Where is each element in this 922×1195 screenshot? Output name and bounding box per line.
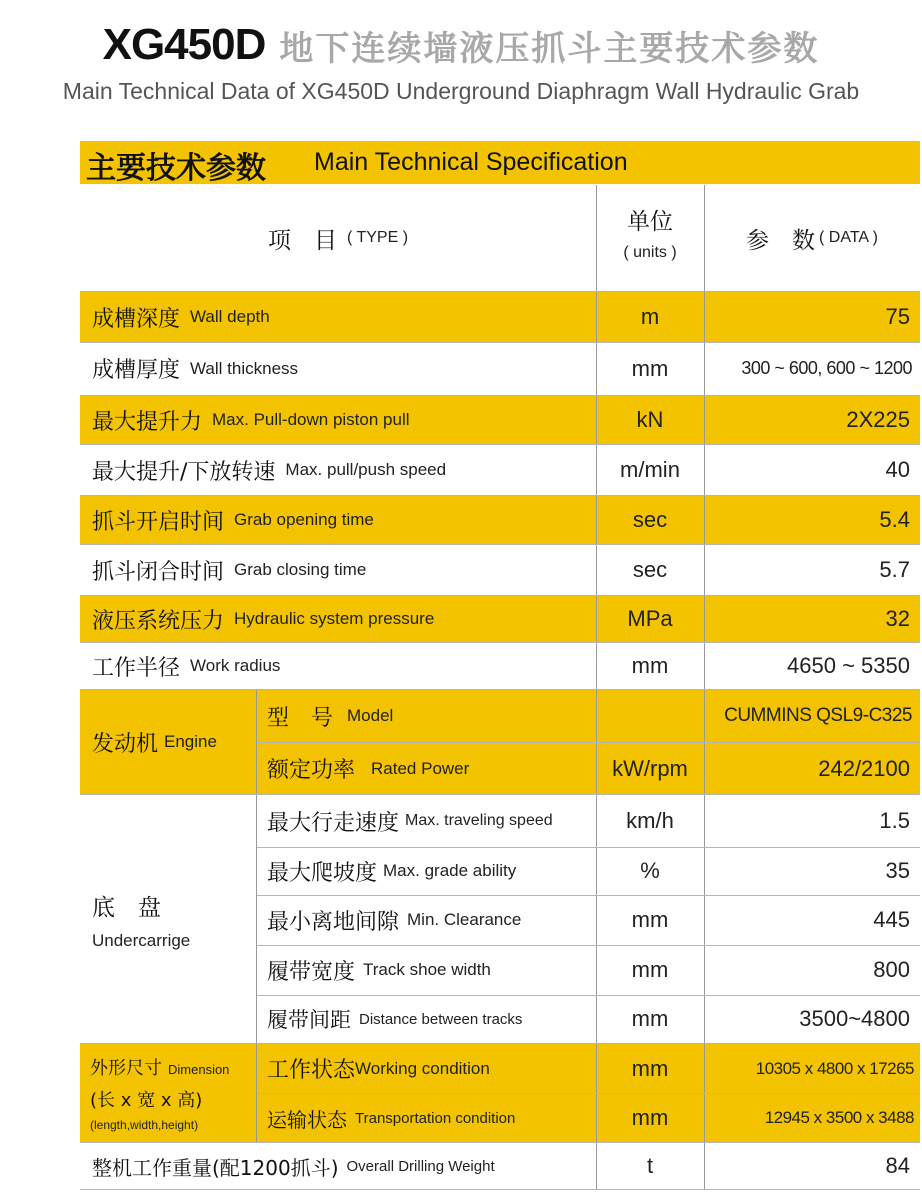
column-header-type: 项 目 ( TYPE ): [267, 227, 409, 254]
row-unit: MPa: [596, 596, 704, 642]
grid-line: [80, 1142, 920, 1143]
grid-line: [704, 185, 705, 1189]
row-value: CUMMINS QSL9-C325: [704, 690, 920, 742]
grid-line: [257, 1093, 920, 1094]
row-unit: kW/rpm: [596, 743, 704, 794]
row-label: 最小离地间隙 Min. Clearance: [267, 909, 522, 935]
row-unit: mm: [631, 957, 669, 982]
row-unit: m/min: [620, 457, 680, 482]
row-value: 300 ~ 600, 600 ~ 1200: [741, 358, 912, 378]
grid-line: [80, 595, 920, 596]
grid-line: [80, 1189, 920, 1190]
row-label: 抓斗闭合时间 Grab closing time: [92, 559, 367, 585]
grid-line: [80, 444, 920, 445]
grid-line: [257, 895, 920, 896]
row-label: 液压系统压力 Hydraulic system pressure: [80, 596, 596, 642]
row-value: 40: [885, 457, 910, 482]
grid-line: [80, 342, 920, 343]
spec-header-cn: 主要技术参数: [86, 151, 266, 186]
title-model: XG450D: [102, 20, 266, 69]
row-value: 800: [873, 957, 910, 982]
spec-header-en: Main Technical Specification: [314, 148, 628, 176]
grid-line: [80, 395, 920, 396]
grid-line: [256, 690, 257, 1142]
row-unit: kN: [596, 396, 704, 444]
row-label: 整机工作重量(配1200抓斗) Overall Drilling Weight: [92, 1155, 495, 1180]
row-label: 工作状态 Working condition: [257, 1044, 596, 1093]
row-unit: sec: [632, 557, 668, 582]
row-value: 10305 x 4800 x 17265: [704, 1044, 920, 1093]
row-value: 84: [885, 1153, 910, 1178]
row-label: 最大提升/下放转速 Max. pull/push speed: [92, 459, 447, 485]
column-header-data: 参 数 ( DATA ): [746, 227, 878, 254]
grid-line: [257, 945, 920, 946]
title-chinese: 地下连续墙液压抓斗主要技术参数: [279, 28, 820, 69]
row-value: 445: [873, 907, 910, 932]
grid-line: [80, 689, 920, 690]
grid-line: [80, 544, 920, 545]
grid-line: [80, 495, 920, 496]
row-value: 12945 x 3500 x 3488: [704, 1094, 920, 1142]
row-label: 成槽深度 Wall depth: [80, 292, 596, 342]
row-unit: mm: [631, 907, 669, 932]
row-unit: %: [640, 858, 660, 883]
grid-line: [596, 185, 597, 1189]
column-header-unit: 单位 ( units ): [623, 209, 677, 261]
row-label: 运输状态 Transportation condition: [257, 1094, 596, 1142]
row-label: 最大提升力 Max. Pull-down piston pull: [80, 396, 596, 444]
group-engine: 发动机 Engine: [80, 690, 256, 794]
row-value: 32: [704, 596, 920, 642]
row-unit: [596, 690, 704, 742]
row-label: 抓斗开启时间 Grab opening time: [80, 496, 596, 544]
row-value: 1.5: [879, 808, 910, 833]
row-unit: mm: [631, 1006, 669, 1031]
row-label: 最大行走速度 Max. traveling speed: [267, 810, 553, 836]
row-value: 5.7: [879, 557, 910, 582]
row-unit: sec: [596, 496, 704, 544]
row-value: 35: [885, 858, 910, 883]
row-unit: t: [646, 1153, 654, 1178]
row-label: 工作半径 Work radius: [92, 655, 281, 681]
grid-line: [80, 291, 920, 292]
row-label: 额定功率 Rated Power: [257, 743, 596, 794]
grid-line: [80, 642, 920, 643]
row-unit: m: [596, 292, 704, 342]
grid-line: [257, 995, 920, 996]
grid-line: [257, 847, 920, 848]
row-value: 4650 ~ 5350: [787, 653, 910, 678]
row-value: 2X225: [704, 396, 920, 444]
group-dimension: 外形尺寸 Dimension (长 x 宽 x 高) (length,width,height): [80, 1044, 256, 1142]
spec-header: [80, 141, 920, 184]
row-label: 履带宽度 Track shoe width: [267, 959, 491, 985]
row-label: 最大爬坡度 Max. grade ability: [267, 860, 517, 886]
row-unit: mm: [631, 653, 669, 678]
row-value: 242/2100: [704, 743, 920, 794]
row-unit: mm: [596, 1094, 704, 1142]
row-label: 型 号 Model: [257, 690, 596, 742]
grid-line: [80, 1043, 920, 1044]
row-unit: mm: [596, 1044, 704, 1093]
row-label: 履带间距 Distance between tracks: [267, 1008, 523, 1032]
row-value: 75: [704, 292, 920, 342]
page-title: [0, 20, 922, 70]
row-label: 成槽厚度 Wall thickness: [92, 358, 299, 383]
grid-line: [257, 742, 920, 743]
row-value: 3500~4800: [799, 1006, 910, 1031]
row-unit: mm: [631, 355, 669, 381]
grid-line: [80, 794, 920, 795]
page-subtitle: Main Technical Data of XG450D Underground Diaphragm Wall Hydraulic Grab: [62, 78, 860, 104]
row-value: 5.4: [704, 496, 920, 544]
row-unit: km/h: [626, 808, 674, 833]
group-undercarriage: 底 盘 Undercarrige: [92, 895, 191, 950]
